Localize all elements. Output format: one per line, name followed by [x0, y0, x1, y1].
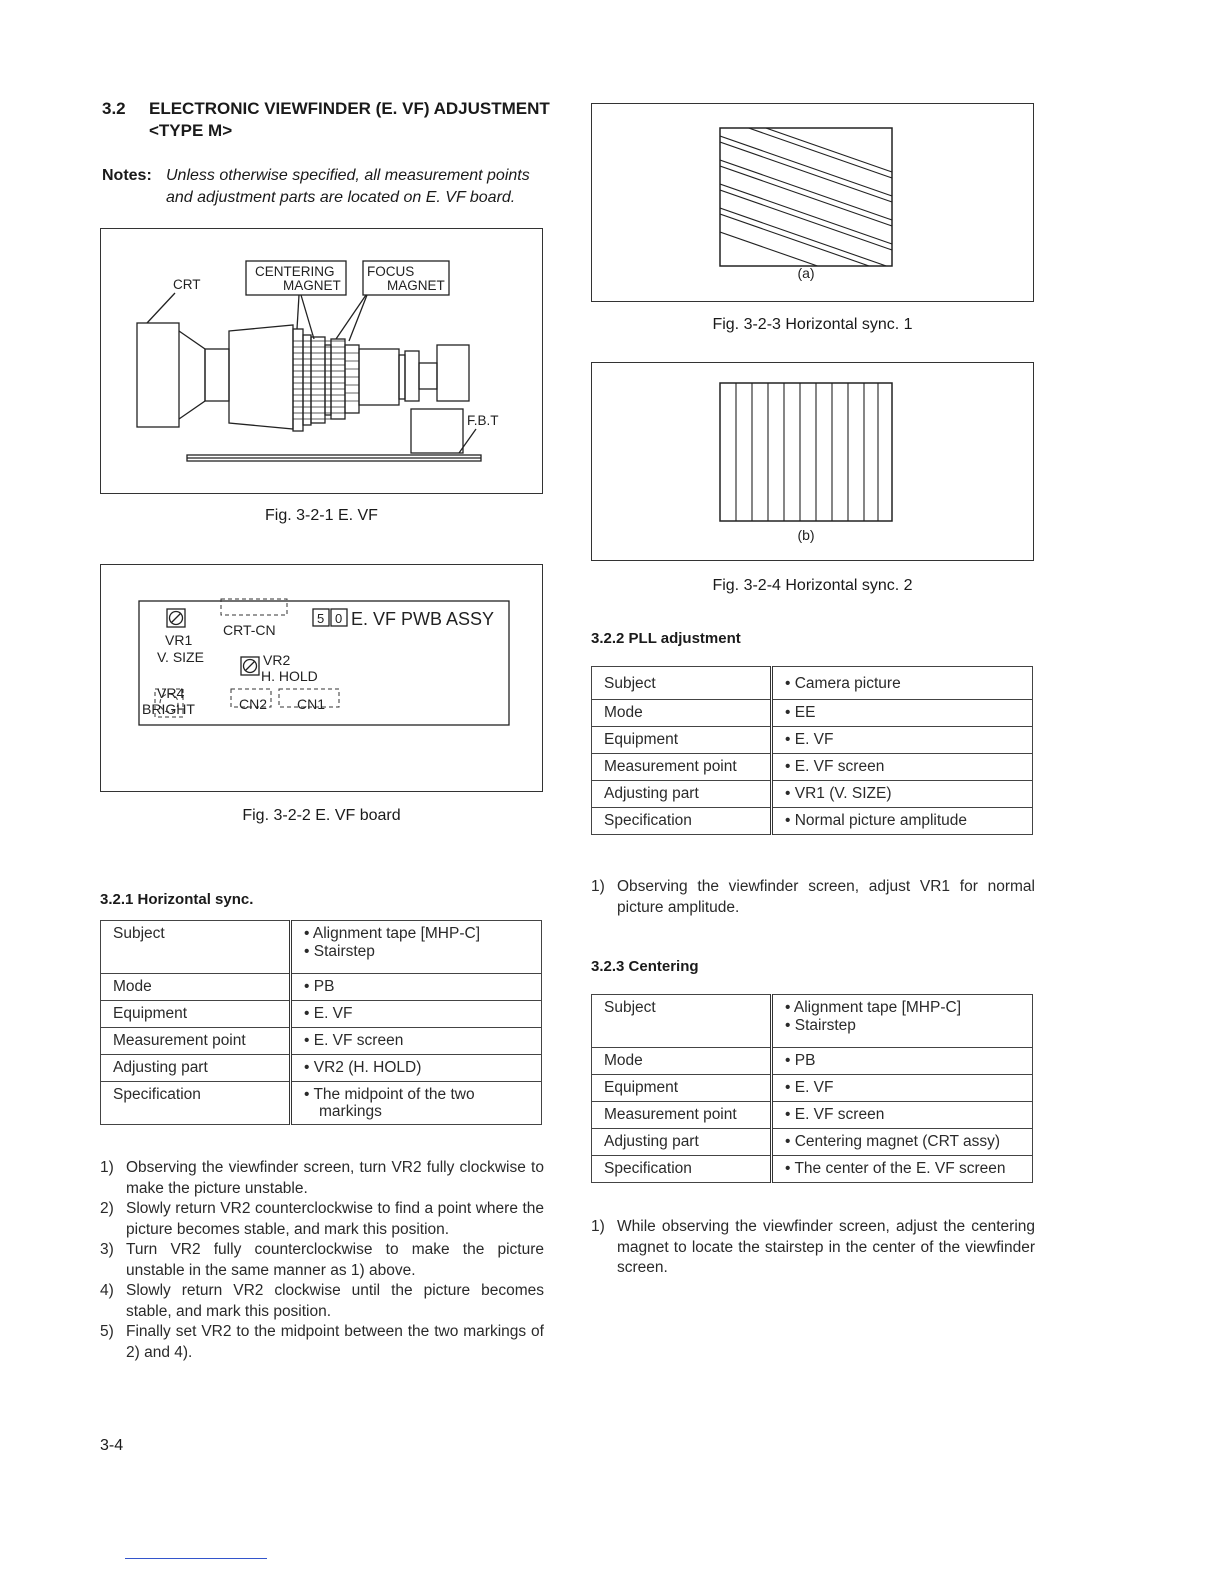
table-row [101, 1001, 542, 1028]
s321-specification-key: Specification [101, 1082, 291, 1125]
list-item [100, 1322, 544, 1363]
list-item [100, 1240, 544, 1281]
cn1-label: CN1 [297, 696, 326, 712]
s323-subject-value-2: • Stairstep [785, 1017, 856, 1034]
notes-label: Notes: [102, 167, 152, 184]
step-number: 4) [100, 1282, 114, 1299]
fig-b-label: (b) [797, 527, 815, 543]
screen-frame-b [720, 383, 892, 521]
fig-hsync-2-caption: Fig. 3-2-4 Horizontal sync. 2 [712, 577, 913, 594]
vr4-label: VR4 [157, 685, 185, 701]
step-text: Slowly return VR2 counterclockwise to find a point where the picture becomes stable, and mark this position. [126, 1200, 544, 1238]
table-row [101, 1028, 542, 1055]
s321-title: 3.2.1 Horizontal sync. [100, 891, 254, 908]
notes-line-2: and adjustment parts are located on E. VF board. [166, 189, 516, 206]
s321-subject-value-2: • Stairstep [304, 943, 375, 960]
vr1-label: VR1 [165, 632, 193, 648]
fbt-label: F.B.T [467, 413, 499, 428]
step-number: 2) [100, 1200, 114, 1217]
table-row [101, 974, 542, 1001]
table-row [101, 1082, 542, 1125]
s323-mode-value: • PB [772, 1048, 1033, 1075]
s323-table [591, 994, 1033, 1183]
s323-adjusting-value: • Centering magnet (CRT assy) [772, 1129, 1033, 1156]
s321-mode-value: • PB [291, 974, 542, 1001]
section-heading [102, 98, 562, 142]
fbt-block [411, 409, 463, 453]
s321-adjusting-key: Adjusting part [101, 1055, 291, 1082]
s322-measurement-key: Measurement point [592, 754, 772, 781]
s322-mode-key: Mode [592, 700, 772, 727]
s321-mode-key: Mode [101, 974, 291, 1001]
step-text: Turn VR2 fully counterclockwise to make the picture unstable in the same manner as 1) above. [126, 1241, 544, 1279]
s321-subject-value [291, 921, 542, 974]
s322-equipment-value: • E. VF [772, 727, 1033, 754]
vsize-label: V. SIZE [157, 649, 204, 665]
s323-mode-key: Mode [592, 1048, 772, 1075]
s321-table [100, 920, 542, 1125]
s322-measurement-value: • E. VF screen [772, 754, 1033, 781]
fig-evf-board [100, 564, 543, 792]
s323-specification-value: • The center of the E. VF screen [772, 1156, 1033, 1183]
bright-label: BRIGHT [142, 701, 195, 717]
table-row [592, 1048, 1033, 1075]
fig-a-label: (a) [797, 265, 815, 281]
step-number: 1) [100, 1159, 114, 1176]
step-text: Observing the viewfinder screen, adjust VR1 for normal picture amplitude. [617, 878, 1035, 916]
s323-specification-key: Specification [592, 1156, 772, 1183]
s322-subject-value: • Camera picture [772, 667, 1033, 700]
s322-mode-value: • EE [772, 700, 1033, 727]
table-row [592, 754, 1033, 781]
code-1: 5 [317, 611, 325, 626]
cn2-label: CN2 [239, 696, 268, 712]
step-number: 3) [100, 1241, 114, 1258]
s321-equipment-value: • E. VF [291, 1001, 542, 1028]
footer-rule [125, 1558, 267, 1559]
crtcn-label: CRT-CN [223, 622, 276, 638]
table-row [592, 781, 1033, 808]
pwb-assy-label: E. VF PWB ASSY [351, 609, 495, 629]
table-row [592, 1075, 1033, 1102]
step-number: 1) [591, 878, 605, 895]
s322-title: 3.2.2 PLL adjustment [591, 630, 741, 647]
vr2-label: VR2 [263, 652, 291, 668]
table-row [592, 1129, 1033, 1156]
list-item [591, 877, 1035, 918]
fig-hsync-1 [591, 103, 1034, 302]
table-row [101, 1055, 542, 1082]
crt-body [137, 323, 179, 427]
focus-label-2: MAGNET [387, 278, 445, 293]
s322-steps [591, 877, 1035, 918]
step-text: Finally set VR2 to the midpoint between the two markings of 2) and 4). [126, 1323, 544, 1361]
section-number: 3.2 [102, 99, 126, 118]
step-number: 5) [100, 1323, 114, 1340]
step-text: Observing the viewfinder screen, turn VR2 fully clockwise to make the picture unstable. [126, 1159, 544, 1197]
step-text: Slowly return VR2 clockwise until the picture becomes stable, and mark this position. [126, 1282, 544, 1320]
code-2: 0 [335, 611, 343, 626]
s321-specification-value-2: markings [319, 1103, 382, 1120]
s323-subject-key: Subject [592, 995, 772, 1048]
notes-line-1: Unless otherwise specified, all measurement points [166, 167, 530, 184]
fig-evf-caption: Fig. 3-2-1 E. VF [265, 507, 378, 524]
table-row [592, 1156, 1033, 1183]
s321-measurement-value: • E. VF screen [291, 1028, 542, 1055]
table-row [592, 667, 1033, 700]
table-row [592, 995, 1033, 1048]
section-subtitle: <TYPE M> [149, 121, 233, 140]
hhold-label: H. HOLD [261, 668, 318, 684]
s323-measurement-value: • E. VF screen [772, 1102, 1033, 1129]
fig-hsync-1-caption: Fig. 3-2-3 Horizontal sync. 1 [712, 316, 913, 333]
s321-adjusting-value: • VR2 (H. HOLD) [291, 1055, 542, 1082]
s323-measurement-key: Measurement point [592, 1102, 772, 1129]
table-row [592, 808, 1033, 835]
s321-steps [100, 1158, 544, 1363]
s323-steps [591, 1217, 1035, 1279]
s322-specification-value: • Normal picture amplitude [772, 808, 1033, 835]
s323-adjusting-key: Adjusting part [592, 1129, 772, 1156]
centering-label-2: MAGNET [283, 278, 341, 293]
s322-equipment-key: Equipment [592, 727, 772, 754]
section-title: ELECTRONIC VIEWFINDER (E. VF) ADJUSTMENT [149, 99, 550, 118]
s322-subject-key: Subject [592, 667, 772, 700]
s323-equipment-value: • E. VF [772, 1075, 1033, 1102]
evf-board-diagram [101, 565, 544, 793]
table-row [592, 700, 1033, 727]
s323-subject-value [772, 995, 1033, 1048]
s322-adjusting-key: Adjusting part [592, 781, 772, 808]
list-item [100, 1158, 544, 1199]
list-item [100, 1281, 544, 1322]
notes [102, 165, 562, 209]
s322-specification-key: Specification [592, 808, 772, 835]
step-number: 1) [591, 1218, 605, 1235]
hsync-1-diagram [592, 104, 1035, 303]
crt-label: CRT [173, 277, 201, 292]
s323-subject-value-1: • Alignment tape [MHP-C] [785, 999, 961, 1016]
centering-label-1: CENTERING [255, 264, 335, 279]
s322-adjusting-value: • VR1 (V. SIZE) [772, 781, 1033, 808]
fig-evf-board-caption: Fig. 3-2-2 E. VF board [242, 807, 401, 824]
s323-equipment-key: Equipment [592, 1075, 772, 1102]
table-row [101, 921, 542, 974]
table-row [592, 1102, 1033, 1129]
evf-diagram [101, 229, 544, 495]
s321-subject-key: Subject [101, 921, 291, 974]
list-item [591, 1217, 1035, 1279]
screen-frame-a [720, 128, 892, 266]
s321-subject-value-1: • Alignment tape [MHP-C] [304, 925, 480, 942]
table-row [592, 727, 1033, 754]
s322-table [591, 666, 1033, 835]
s321-equipment-key: Equipment [101, 1001, 291, 1028]
s321-measurement-key: Measurement point [101, 1028, 291, 1055]
fig-evf [100, 228, 543, 494]
fig-hsync-2 [591, 362, 1034, 561]
page-number: 3-4 [100, 1437, 124, 1454]
focus-label-1: FOCUS [367, 264, 415, 279]
hsync-2-diagram [592, 363, 1035, 562]
list-item [100, 1199, 544, 1240]
s323-title: 3.2.3 Centering [591, 958, 699, 975]
step-text: While observing the viewfinder screen, adjust the centering magnet to locate the stairstep in the center of the viewfinder screen. [617, 1218, 1035, 1276]
s321-specification-value [291, 1082, 542, 1125]
s321-specification-value-1: • The midpoint of the two [304, 1086, 475, 1103]
